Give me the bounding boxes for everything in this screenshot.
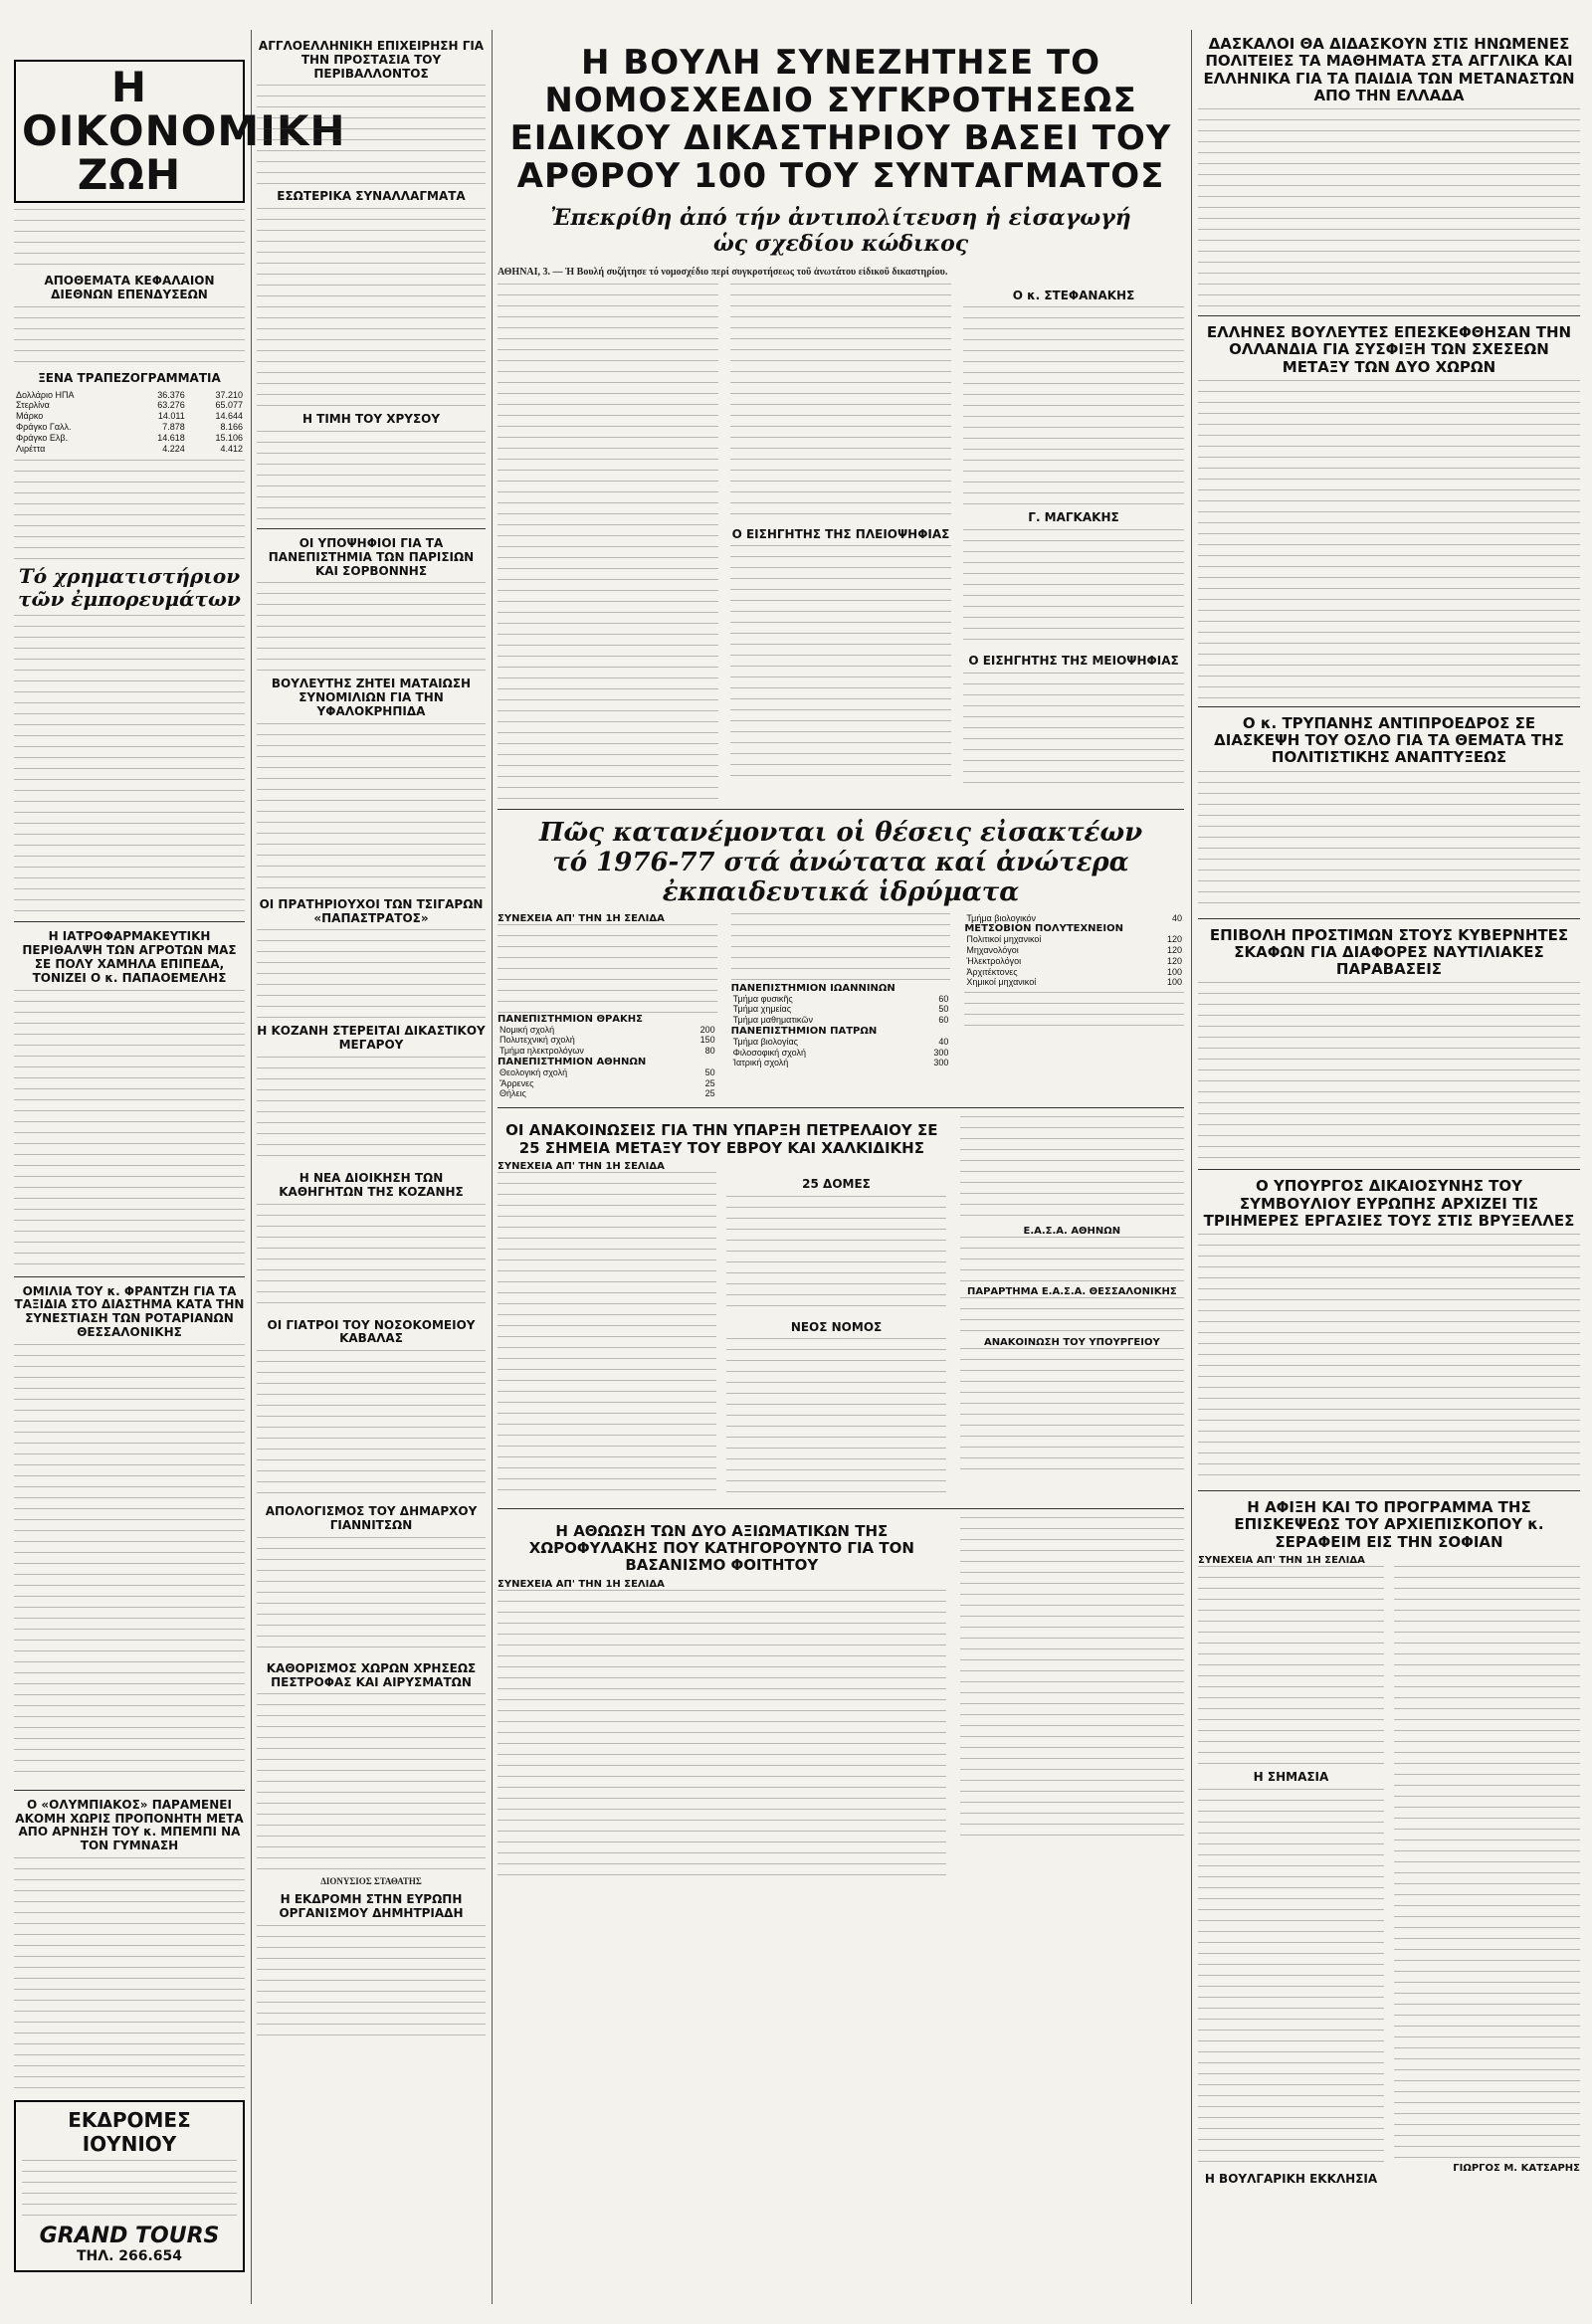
table-row: Ἰατρική σχολή 300 [732, 1058, 949, 1068]
table-row: Νομική σχολή 200 [499, 1024, 715, 1035]
table-row: Φράγκο Ελβ. 14.618 15.106 [16, 432, 243, 443]
subheading: Η ΣΗΜΑΣΙΑ [1253, 1769, 1329, 1784]
subheading: Ο ΕΙΣΗΓΗΤΗΣ ΤΗΣ ΠΛΕΙΟΨΗΦΙΑΣ [731, 526, 950, 541]
article-heading: Ο «ΟΛΥΜΠΙΑΚΟΣ» ΠΑΡΑΜΕΝΕΙ ΑΚΟΜΗ ΧΩΡΙΣ ΠΡΟΠΟΝΗΤΗ ΜΕΤΑ ΑΠΟ ΑΡΝΗΣΗ ΤΟΥ κ. ΜΠΕΜΠΙ ΝΑ ΤΟΝ ΓΥΜΝΑΣΗ [15, 1797, 244, 1853]
right-column [1198, 0, 1580, 2324]
subheading: Ο κ. ΣΤΕΦΑΝΑΚΗΣ [1012, 288, 1135, 302]
market-heading: Τό χρηματιστήριον τῶν ἐμπορευμάτων [18, 564, 241, 612]
subheadline: Ἐπεκρίθη ἀπό τήν ἀντιπολίτευση ἡ εἰσαγωγή ὡς σχεδίου κώδικος [550, 205, 1131, 258]
article-heading: Ο κ. ΤΡΥΠΑΝΗΣ ΑΝΤΙΠΡΟΕΔΡΟΣ ΣΕ ΔΙΑΣΚΕΨΗ ΤΟΥ ΟΣΛΟ ΓΙΑ ΤΑ ΘΕΜΑΤΑ ΤΗΣ ΠΟΛΙΤΙΣΤΙΚΗΣ ΑΝΑΠΤΥΞΕΩΣ [1214, 713, 1564, 767]
table-row: Χημικοί μηχανικοί 100 [966, 977, 1183, 988]
column-rule [251, 30, 252, 2304]
continued-label: ΣΥΝΕΧΕΙΑ ΑΠ' ΤΗΝ 1Η ΣΕΛΙΔΑ [498, 912, 665, 924]
table-row: Μάρκο 14.011 14.644 [16, 411, 243, 422]
subheading: 25 ΔΟΜΕΣ [802, 1176, 871, 1191]
table-row: Τμήμα μαθηματικῶν 60 [732, 1015, 949, 1026]
masthead: Η ΟΙΚΟΝΟΜΙΚΗ ΖΩΗ [14, 60, 245, 203]
article-heading: Η ΑΦΙΞΗ ΚΑΙ ΤΟ ΠΡΟΓΡΑΜΜΑ ΤΗΣ ΕΠΙΣΚΕΨΕΩΣ ΤΟΥ ΑΡΧΙΕΠΙΣΚΟΠΟΥ κ. ΣΕΡΑΦΕΙΜ ΕΙΣ ΤΗΝ ΣΟΦΙΑΝ [1234, 1498, 1544, 1551]
article-heading: Η ΑΘΩΩΣΗ ΤΩΝ ΔΥΟ ΑΞΙΩΜΑΤΙΚΩΝ ΤΗΣ ΧΩΡΟΦΥΛΑΚΗΣ ΠΟΥ ΚΑΤΗΓΟΡΟΥΝΤΟ ΓΙΑ ΤΟΝ ΒΑΣΑΝΙΣΜΟ ΦΟΙΤΗΤΟΥ [528, 1521, 914, 1575]
university-label: ΜΕΤΣΟΒΙΟΝ ΠΟΛΥΤΕΧΝΕΙΟΝ [964, 923, 1123, 935]
article-heading: Η ΕΚΔΡΟΜΗ ΣΤΗΝ ΕΥΡΩΠΗ ΟΡΓΑΝΙΣΜΟΥ ΔΗΜΗΤΡΙΑΔΗ [279, 1892, 464, 1921]
continued-label: ΣΥΝΕΧΕΙΑ ΑΠ' ΤΗΝ 1Η ΣΕΛΙΔΑ [498, 1160, 665, 1172]
byline: ΔΙΟΝΥΣΙΟΣ ΣΤΑΘΑΤΗΣ [320, 1876, 422, 1887]
article-heading: Η ΙΑΤΡΟΦΑΡΜΑΚΕΥΤΙΚΗ ΠΕΡΙΘΑΛΨΗ ΤΩΝ ΑΓΡΟΤΩΝ ΜΑΣ ΣΕ ΠΟΛΥ ΧΑΜΗΛΑ ΕΠΙΠΕΔΑ, ΤΟΝΙΖΕΙ Ο κ. ΠΑΠΑΟΕΜΕΛΗΣ [22, 929, 237, 985]
table-row: Θεολογική σχολή 50 [499, 1066, 715, 1077]
subheading: Η ΒΟΥΛΓΑΡΙΚΗ ΕΚΚΛΗΣΙΑ [1204, 2171, 1378, 2186]
ad-phone: ΤΗΛ. 266.654 [76, 2248, 183, 2265]
table-row: Μηχανολόγοι 120 [966, 945, 1183, 956]
main-story [498, 0, 1184, 2324]
article-heading: Η ΚΟΖΑΝΗ ΣΤΕΡΕΙΤΑΙ ΔΙΚΑΣΤΙΚΟΥ ΜΕΓΑΡΟΥ [257, 1024, 486, 1053]
table-row: Δολλάριο ΗΠΑ 36.376 37.210 [16, 389, 243, 400]
table-row: Τμήμα βιολογίας 40 [732, 1036, 949, 1047]
dateline: ΑΘΗΝΑΙ, 3. — Ἡ Βουλή συζήτησε τό νομοσχέδιο περί συγκροτήσεως τοῦ ἀνωτάτου εἰδικοῦ δικαστηρίου. [498, 267, 948, 279]
table-row: Ἀρχιτέκτονες 100 [966, 966, 1183, 977]
article-heading: ΑΠΟΛΟΓΙΣΜΟΣ ΤΟΥ ΔΗΜΑΡΧΟΥ ΓΙΑΝΝΙΤΣΩΝ [265, 1504, 478, 1532]
table-row: Τμήμα βιολογικόν 40 [966, 912, 1183, 923]
admissions-table [498, 913, 1184, 1100]
article-heading: ΟΙ ΠΡΑΤΗΡΙΟΥΧΟΙ ΤΩΝ ΤΣΙΓΑΡΩΝ «ΠΑΠΑΣΤΡΑΤΟΣ» [259, 896, 484, 925]
article-heading: Η ΝΕΑ ΔΙΟΙΚΗΣΗ ΤΩΝ ΚΑΘΗΓΗΤΩΝ ΤΗΣ ΚΟΖΑΝΗΣ [279, 1170, 464, 1199]
left-column [14, 0, 346, 2324]
university-label: ΠΑΝΕΠΙΣΤΗΜΙΟΝ ΑΘΗΝΩΝ [498, 1056, 647, 1067]
article-heading: ΔΑΣΚΑΛΟΙ ΘΑ ΔΙΔΑΣΚΟΥΝ ΣΤΙΣ ΗΝΩΜΕΝΕΣ ΠΟΛΙΤΕΙΕΣ ΤΑ ΜΑΘΗΜΑΤΑ ΣΤΑ ΑΓΓΛΙΚΑ ΚΑΙ ΕΛΛΗΝΙΚΑ ΓΙΑ ΤΑ ΠΑΙΔΙΑ ΤΩΝ ΜΕΤΑΝΑΣΤΩΝ ΑΠΟ ΤΗΝ ΕΛΛΑΔΑ [1203, 35, 1575, 104]
article-heading: ΟΙ ΓΙΑΤΡΟΙ ΤΟΥ ΝΟΣΟΚΟΜΕΙΟΥ ΚΑΒΑΛΑΣ [267, 1317, 476, 1346]
table-row: Θήλεις 25 [499, 1088, 715, 1099]
article-heading: ΒΟΥΛΕΥΤΗΣ ΖΗΤΕΙ ΜΑΤΑΙΩΣΗ ΣΥΝΟΜΙΛΙΩΝ ΓΙΑ ΤΗΝ ΥΦΑΛΟΚΡΗΠΙΔΑ [271, 677, 472, 718]
continued-label: ΣΥΝΕΧΕΙΑ ΑΠ' ΤΗΝ 1Η ΣΕΛΙΔΑ [1198, 1554, 1365, 1566]
university-label: ΠΑΝΕΠΙΣΤΗΜΙΟΝ ΙΩΑΝΝΙΝΩΝ [730, 982, 896, 994]
table-row: Πολυτεχνική σχολή 150 [499, 1035, 715, 1046]
table-row: Φιλοσοφική σχολή 300 [732, 1047, 949, 1058]
table-row: Τμήμα ηλεκτρολόγων 80 [499, 1046, 715, 1057]
table-row: Ἄρρενες 25 [499, 1077, 715, 1088]
article-heading: Ο ΥΠΟΥΡΓΟΣ ΔΙΚΑΙΟΣΥΝΗΣ ΤΟΥ ΣΥΜΒΟΥΛΙΟΥ ΕΥΡΩΠΗΣ ΑΡΧΙΖΕΙ ΤΙΣ ΤΡΙΗΜΕΡΕΣ ΕΡΓΑΣΙΕΣ ΤΟΥΣ ΣΤΙΣ ΒΡΥΞΕΛΛΕΣ [1203, 1177, 1575, 1230]
section-label: ΑΝΑΚΟΙΝΩΣΗ ΤΟΥ ΥΠΟΥΡΓΕΙΟΥ [983, 1337, 1160, 1349]
table-row: Ἠλεκτρολόγοι 120 [966, 955, 1183, 966]
section-label: ΠΑΡΑΡΤΗΜΑ Ε.Α.Σ.Α. ΘΕΣΣΑΛΟΝΙΚΗΣ [966, 1286, 1177, 1298]
article-heading: ΕΛΛΗΝΕΣ ΒΟΥΛΕΥΤΕΣ ΕΠΕΣΚΕΦΘΗΣΑΝ ΤΗΝ ΟΛΛΑΝΔΙΑ ΓΙΑ ΣΥΣΦΙΞΗ ΤΩΝ ΣΧΕΣΕΩΝ ΜΕΤΑΞΥ ΤΩΝ ΔΥΟ ΧΩΡΩΝ [1206, 323, 1572, 376]
byline: ΓΙΩΡΓΟΣ Μ. ΚΑΤΣΑΡΗΣ [1453, 2162, 1580, 2174]
section-heading: ΕΣΩΤΕΡΙΚΑ ΣΥΝΑΛΛΑΓΜΑΤΑ [277, 189, 466, 204]
ad-brand: GRAND TOURS [39, 2224, 220, 2249]
column-rule [1191, 30, 1192, 2304]
article-heading: ΟΙ ΑΝΑΚΟΙΝΩΣΕΙΣ ΓΙΑ ΤΗΝ ΥΠΑΡΞΗ ΠΕΤΡΕΛΑΙΟΥ ΣΕ 25 ΣΗΜΕΙΑ ΜΕΤΑΞΥ ΤΟΥ ΕΒΡΟΥ ΚΑΙ ΧΑΛΚΙΔΙΚΗΣ [505, 1121, 938, 1157]
table-row: Λιρέττα 4.224 4.412 [16, 443, 243, 454]
admissions-heading: Πῶς κατανέμονται οἱ θέσεις εἰσακτέων τό 1976-77 στά ἀνώτατα καί ἀνώτερα ἐκπαιδευτικά ἱδρύματα [538, 817, 1143, 907]
ad-title: ΕΚΔΡΟΜΕΣ ΙΟΥΝΙΟΥ [68, 2108, 191, 2157]
article-heading: ΟΜΙΛΙΑ ΤΟΥ κ. ΦΡΑΝΤΖΗ ΓΙΑ ΤΑ ΤΑΞΙΔΙΑ ΣΤΟ ΔΙΑΣΤΗΜΑ ΚΑΤΑ ΤΗΝ ΣΥΝΕΣΤΙΑΣΗ ΤΩΝ ΡΟΤΑΡΙΑΝΩΝ ΘΕΣΣΑΛΟΝΙΚΗΣ [14, 1283, 245, 1340]
subheading: Ο ΕΙΣΗΓΗΤΗΣ ΤΗΣ ΜΕΙΟΨΗΦΙΑΣ [968, 654, 1179, 669]
table-row: Πολιτικοί μηχανικοί 120 [966, 934, 1183, 945]
table-row: Τμήμα χημείας 50 [732, 1004, 949, 1015]
section-heading: ΞΕΝΑ ΤΡΑΠΕΖΟΓΡΑΜΜΑΤΙΑ [38, 370, 221, 385]
subheading: Γ. ΜΑΓΚΑΚΗΣ [1028, 510, 1119, 525]
table-row: Φράγκο Γαλλ. 7.878 8.166 [16, 422, 243, 433]
second-column [257, 0, 486, 2324]
section-heading: Η ΤΙΜΗ ΤΟΥ ΧΡΥΣΟΥ [301, 412, 441, 427]
advertisement [14, 2100, 245, 2272]
continued-label: ΣΥΝΕΧΕΙΑ ΑΠ' ΤΗΝ 1Η ΣΕΛΙΔΑ [498, 1578, 665, 1590]
headline: Η ΒΟΥΛΗ ΣΥΝΕΖΗΤΗΣΕ ΤΟ ΝΟΜΟΣΧΕΔΙΟ ΣΥΓΚΡΟΤΗΣΕΩΣ ΕΙΔΙΚΟΥ ΔΙΚΑΣΤΗΡΙΟΥ ΒΑΣΕΙ ΤΟΥ ΑΡΘΡΟΥ 100 ΤΟΥ ΣΥΝΤΑΓΜΑΤΟΣ [509, 43, 1172, 197]
article-heading: ΕΠΙΒΟΛΗ ΠΡΟΣΤΙΜΩΝ ΣΤΟΥΣ ΚΥΒΕΡΝΗΤΕΣ ΣΚΑΦΩΝ ΓΙΑ ΔΙΑΦΟΡΕΣ ΝΑΥΤΙΛΙΑΚΕΣ ΠΑΡΑΒΑΣΕΙΣ [1209, 925, 1569, 978]
table-row: Στερλίνα 63.276 65.077 [16, 400, 243, 411]
article-heading: ΚΑΘΟΡΙΣΜΟΣ ΧΩΡΩΝ ΧΡΗΣΕΩΣ ΠΕΣΤΡΟΦΑΣ ΚΑΙ ΑΙΡΥΣΜΑΤΩΝ [266, 1660, 477, 1689]
article-heading: ΟΙ ΥΠΟΨΗΦΙΟΙ ΓΙΑ ΤΑ ΠΑΝΕΠΙΣΤΗΜΙΑ ΤΩΝ ΠΑΡΙΣΙΩΝ ΚΑΙ ΣΟΡΒΟΝΝΗΣ [268, 535, 475, 578]
section-heading: ΑΠΟΘΕΜΑΤΑ ΚΕΦΑΛΑΙΟΝ ΔΙΕΘΝΩΝ ΕΠΕΝΔΥΣΕΩΝ [44, 274, 215, 302]
column-rule [492, 30, 493, 2304]
university-label: ΠΑΝΕΠΙΣΤΗΜΙΟΝ ΠΑΤΡΩΝ [730, 1025, 878, 1037]
subheading: ΝΕΟΣ ΝΟΜΟΣ [790, 1319, 883, 1334]
main-story-columns [498, 284, 1184, 801]
section-label: Ε.Α.Σ.Α. ΑΘΗΝΩΝ [1023, 1226, 1121, 1238]
fx-table [14, 390, 245, 455]
university-label: ΠΑΝΕΠΙΣΤΗΜΙΟΝ ΘΡΑΚΗΣ [498, 1013, 643, 1025]
article-heading: ΑΓΓΛΟΕΛΛΗΝΙΚΗ ΕΠΙΧΕΙΡΗΣΗ ΓΙΑ ΤΗΝ ΠΡΟΣΤΑΣΙΑ ΤΟΥ ΠΕΡΙΒΑΛΛΟΝΤΟΣ [258, 39, 485, 81]
table-row: Τμήμα φυσικῆς 60 [732, 993, 949, 1004]
